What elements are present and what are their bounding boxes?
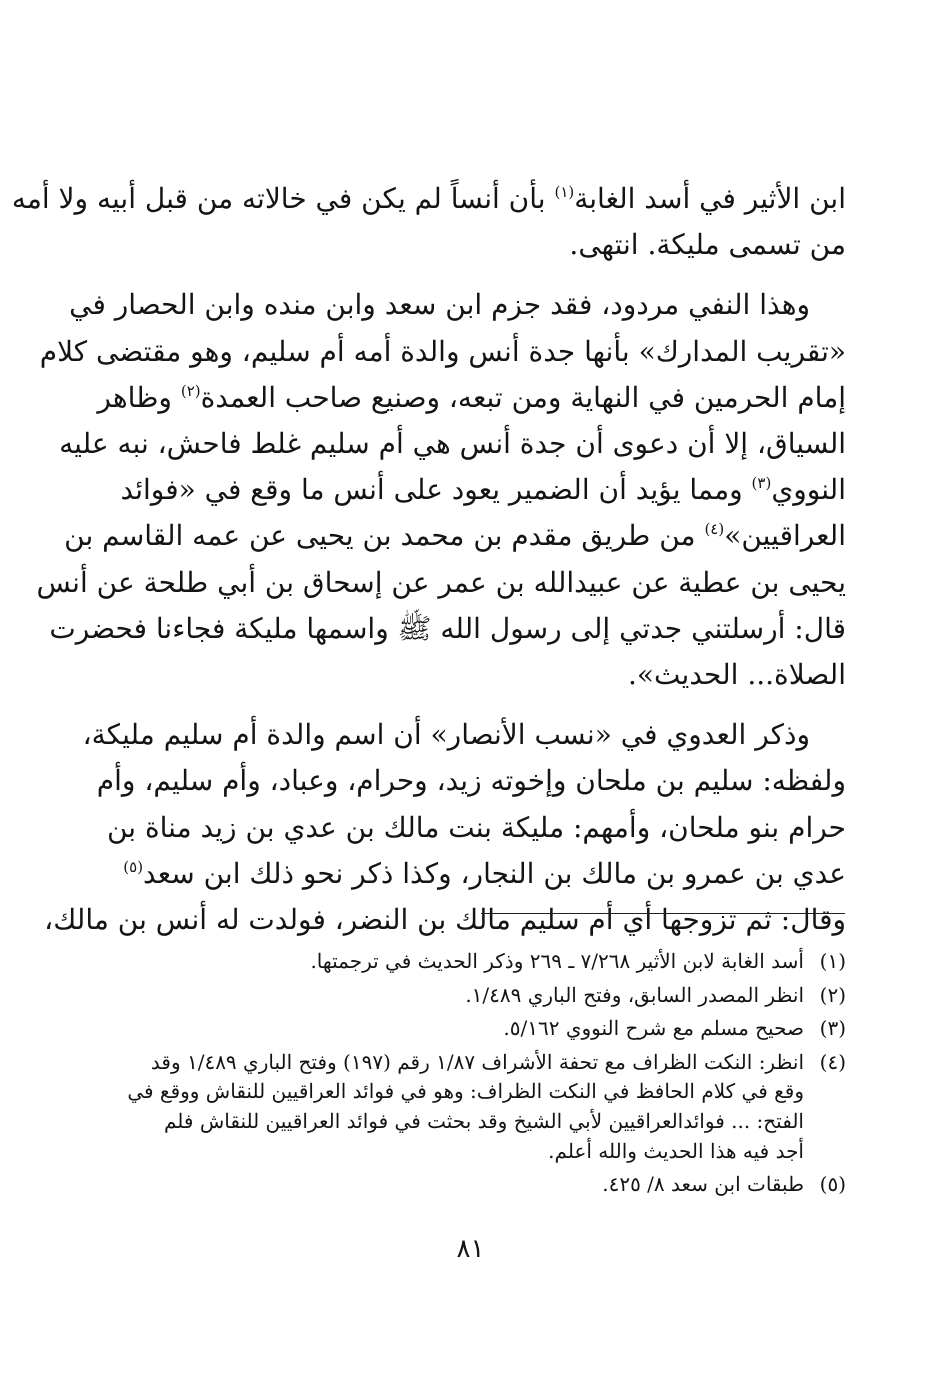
footnote-text — [100, 981, 804, 1011]
text-run: عدي بن عمرو بن مالك بن النجار، وكذا ذكر نحو ذلك ابن سعد — [143, 856, 846, 890]
text-run: «تقريب المدارك» بأنها جدة أنس والدة أمه أم سليم، وهو مقتضى كلام — [39, 334, 846, 368]
footnote-separator — [481, 913, 845, 914]
text-run: الصلاة... الحديث». — [628, 658, 846, 692]
footnote-text — [100, 1048, 804, 1166]
footnote-line: أجد فيه هذا الحديث والله أعلم. — [548, 1138, 804, 1163]
text-run: من تسمى مليكة. انتهى. — [569, 228, 846, 262]
footnote-line: الفتح: ... فوائدالعراقيين لأبي الشيخ وقد بحثت في فوائد العراقيين للنقاش فلم — [163, 1108, 804, 1133]
text-run: قال: أرسلتني جدتي إلى رسول الله ﷺ واسمها مليكة فجاءنا فحضرت — [49, 611, 846, 645]
text-line — [69, 282, 846, 328]
footnotes — [100, 947, 846, 1204]
footnote-marker-5[interactable]: (٥) — [123, 857, 144, 876]
footnote-2 — [100, 981, 846, 1011]
text-run: بأن أنساً لم يكن في خالاته من قبل أبيه ولا أمه — [11, 182, 555, 215]
footnote-marker-2[interactable]: (٢) — [180, 381, 201, 400]
text-line — [36, 560, 846, 606]
text-run: ولفظه: سليم بن ملحان وإخوته زيد، وحرام، وعباد، وأم سليم، وأم — [96, 764, 846, 798]
text-run: ومما يؤيد أن الضمير يعود على أنس ما وقع في «فوائد — [120, 473, 752, 507]
text-run: النووي — [771, 473, 846, 507]
footnote-text — [100, 1014, 804, 1044]
footnote-5 — [100, 1170, 846, 1200]
footnote-line: طبقات ابن سعد ٨/ ٤٢٥. — [602, 1172, 804, 1197]
page-number: ٨١ — [456, 1234, 485, 1264]
footnote-marker-1[interactable]: (١) — [554, 183, 575, 201]
text-line — [59, 421, 846, 467]
footnote-text — [100, 947, 804, 977]
text-run: من طريق مقدم بن محمد بن يحيى عن عمه القاسم بن — [64, 519, 705, 553]
footnote-line: انظر: النكت الظراف مع تحفة الأشراف ١/٨٧ رقم (١٩٧) وفتح الباري ١/٤٨٩ وقد — [150, 1049, 804, 1074]
footnote-number: (٢) — [819, 982, 846, 1007]
footnote-number: (٤) — [819, 1049, 846, 1074]
paragraph-1 — [11, 176, 846, 268]
text-line — [97, 375, 846, 421]
text-line — [11, 176, 846, 222]
text-line — [100, 652, 846, 698]
text-run: وقال: ثم تزوجها أي أم سليم مالك بن النضر، فولدت له أنس بن مالك، — [44, 903, 846, 937]
footnote-line: أسد الغابة لابن الأثير ٧/٢٦٨ ـ ٢٦٩ وذكر الحديث في ترجمتها. — [310, 949, 804, 973]
text-line — [100, 805, 846, 851]
text-line — [44, 897, 846, 943]
text-run: ابن الأثير في أسد الغابة — [574, 182, 846, 215]
paragraph-3 — [44, 712, 846, 943]
text-line — [96, 758, 846, 804]
text-line — [100, 851, 846, 897]
text-line — [100, 467, 846, 513]
footnote-3 — [100, 1014, 846, 1044]
footnote-line: صحيح مسلم مع شرح النووي ٥/١٦٢. — [503, 1016, 804, 1041]
text-run: السياق، إلا أن دعوى أن جدة أنس هي أم سليم غلط فاحش، نبه عليه — [59, 427, 846, 461]
text-line — [49, 606, 846, 652]
main-text — [11, 176, 846, 957]
footnote-number: (٣) — [819, 1016, 846, 1041]
text-run: وهذا النفي مردود، فقد جزم ابن سعد وابن منده وابن الحصار في — [69, 288, 810, 322]
text-run: العراقيين» — [724, 519, 846, 553]
text-run: وظاهر — [97, 380, 181, 414]
text-run: إمام الحرمين في النهاية ومن تبعه، وصنيع صاحب العمدة — [200, 380, 846, 414]
footnote-marker-3[interactable]: (٣) — [751, 474, 772, 493]
text-line — [82, 712, 846, 758]
footnote-number: (٥) — [819, 1172, 846, 1197]
text-line — [64, 513, 846, 559]
text-line — [39, 329, 846, 375]
footnote-line: وقع في كلام الحافظ في النكت الظراف: وهو في فوائد العراقيين للنقاش ووقع في — [127, 1079, 804, 1104]
footnote-1 — [100, 947, 846, 977]
paragraph-2 — [36, 282, 846, 698]
footnote-marker-4[interactable]: (٤) — [704, 520, 725, 539]
text-run: حرام بنو ملحان، وأمهم: مليكة بنت مالك بن عدي بن زيد مناة بن — [106, 810, 846, 844]
footnote-text — [100, 1170, 804, 1200]
footnote-number: (١) — [819, 949, 846, 973]
footnote-line: انظر المصدر السابق، وفتح الباري ١/٤٨٩. — [465, 982, 804, 1007]
text-run: وذكر العدوي في «نسب الأنصار» أن اسم والدة أم سليم مليكة، — [82, 718, 810, 752]
text-line — [100, 222, 846, 268]
text-run: يحيى بن عطية عن عبيدالله بن عمر عن إسحاق بن أبي طلحة عن أنس — [36, 565, 846, 599]
footnote-4 — [100, 1048, 846, 1166]
